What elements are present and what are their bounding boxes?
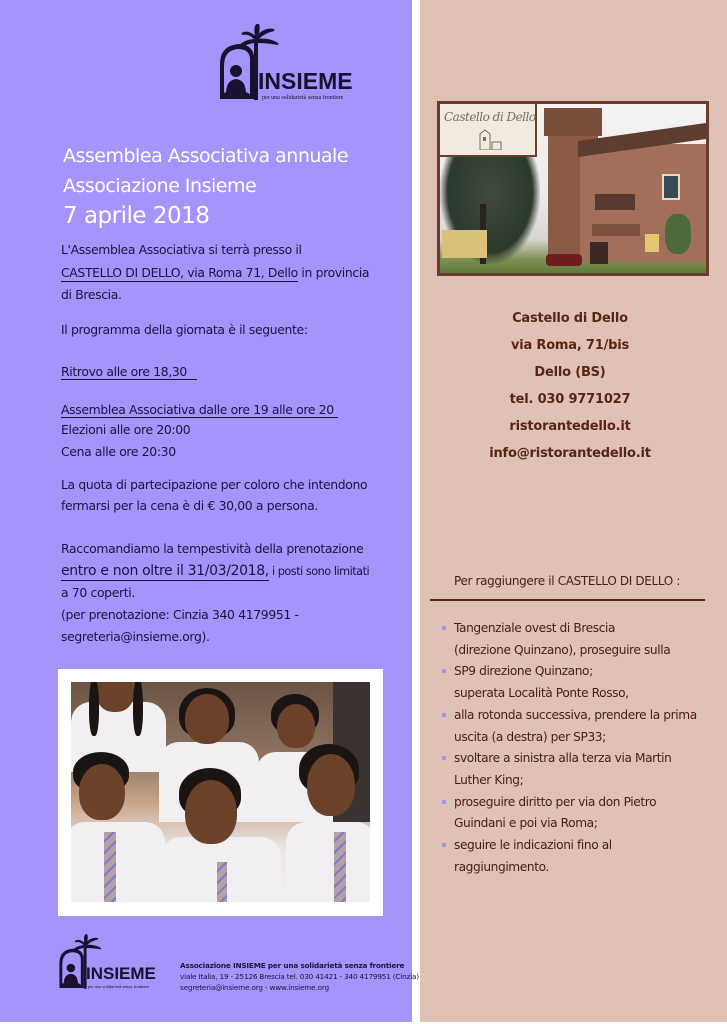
- children-photo-frame: [58, 669, 383, 916]
- direction-item-continued: superata Località Ponte Rosso,: [454, 686, 629, 701]
- booking-line-1: Raccomandiamo la tempestività della prenotazione: [61, 541, 364, 556]
- castle-photo: [440, 104, 706, 273]
- insieme-logo: [218, 24, 373, 104]
- assembly-underline: [61, 417, 338, 418]
- heading-line-1: Assemblea Associativa annuale: [63, 145, 349, 167]
- booking-line-3: a 70 coperti.: [61, 585, 135, 600]
- castle-tower-icon: [476, 128, 502, 150]
- directions-divider: [430, 599, 705, 601]
- intro-line-1: L'Assemblea Associativa si terrà presso il: [61, 242, 302, 257]
- direction-item: proseguire diritto per via don Pietro: [440, 792, 697, 814]
- intro-after-venue: in provincia: [297, 265, 370, 280]
- direction-item: SP9 direzione Quinzano;: [440, 661, 697, 683]
- contact-website[interactable]: ristorantedello.it: [509, 419, 631, 434]
- footer-org: Associazione INSIEME per una solidarietà senza frontiere: [180, 961, 405, 970]
- direction-item: Tangenziale ovest di Brescia: [440, 618, 697, 640]
- contact-email[interactable]: info@ristorantedello.it: [489, 446, 651, 461]
- meeting-point-underline: [61, 379, 197, 380]
- intro-line-3: di Brescia.: [61, 287, 122, 302]
- contact-name: Castello di Dello: [512, 311, 628, 326]
- direction-item: svoltare a sinistra alla terza via Martin: [440, 748, 697, 770]
- logo-wordmark: INSIEME: [258, 68, 353, 94]
- heading-line-2: Associazione Insieme: [63, 175, 257, 197]
- booking-after-deadline: i posti sono limitati: [268, 565, 370, 578]
- program-elections: Elezioni alle ore 20:00: [61, 422, 191, 437]
- booking-line-4: (per prenotazione: Cinzia 340 4179951 -: [61, 607, 299, 622]
- fee-line-1: La quota di partecipazione per coloro che intendono: [61, 477, 368, 492]
- program-intro: Il programma della giornata è il seguente:: [61, 322, 308, 337]
- children-photo: [71, 682, 370, 902]
- footer-address: viale Italia, 19 - 25126 Brescia tel. 030 41421 - 340 4179951 (Cinzia): [180, 972, 419, 981]
- direction-item: alla rotonda successiva, prendere la prima: [440, 705, 697, 727]
- venue-underlined: CASTELLO DI DELLO, via Roma 71, Dello: [61, 265, 298, 280]
- booking-line-2: [61, 560, 369, 583]
- program-meeting-point: Ritrovo alle ore 18,30: [61, 364, 187, 379]
- booking-email[interactable]: segreteria@insieme.org).: [61, 629, 210, 644]
- insieme-footer-logo: [58, 934, 168, 992]
- castle-logo-text: Castello di Dello: [444, 110, 536, 124]
- intro-line-2: [61, 262, 369, 284]
- direction-item-continued: (direzione Quinzano), proseguire sulla: [454, 642, 671, 657]
- logo-tagline: per una solidarietà senza frontiere: [262, 95, 344, 101]
- footer-web[interactable]: segreteria@insieme.org - www.insieme.org: [180, 983, 329, 992]
- directions-list: [440, 618, 697, 878]
- program-dinner: Cena alle ore 20:30: [61, 444, 176, 459]
- program-assembly: Assemblea Associativa dalle ore 19 alle ore 20: [61, 402, 334, 417]
- deadline-underlined: entro e non oltre il 31/03/2018,: [61, 563, 269, 579]
- contact-phone[interactable]: tel. 030 9771027: [509, 392, 631, 407]
- footer-logo-tagline: per una solidarietà senza frontiere: [88, 984, 149, 989]
- footer-contact: [180, 960, 419, 993]
- contact-street: via Roma, 71/bis: [510, 338, 630, 353]
- bullet-icon: [442, 756, 446, 760]
- direction-item: seguire le indicazioni fino al: [440, 835, 697, 857]
- heading-date: 7 aprile 2018: [63, 203, 210, 229]
- footer-logo-wordmark: INSIEME: [86, 964, 156, 983]
- bullet-icon: [442, 669, 446, 673]
- bullet-icon: [442, 843, 446, 847]
- castle-photo-frame: [437, 101, 709, 276]
- bullet-icon: [442, 713, 446, 717]
- direction-item-continued: uscita (a destra) per SP33;: [454, 729, 606, 744]
- castle-logo-label: [440, 104, 537, 157]
- directions-heading: Per raggiungere il CASTELLO DI DELLO :: [454, 574, 681, 588]
- direction-item-continued: raggiungimento.: [454, 859, 549, 874]
- bullet-icon: [442, 800, 446, 804]
- direction-item-continued: Guindani e poi via Roma;: [454, 816, 598, 831]
- contact-city: Dello (BS): [534, 365, 606, 380]
- fee-line-2: fermarsi per la cena è di € 30,00 a persona.: [61, 498, 318, 513]
- bullet-icon: [442, 626, 446, 630]
- direction-item-continued: Luther King;: [454, 772, 524, 787]
